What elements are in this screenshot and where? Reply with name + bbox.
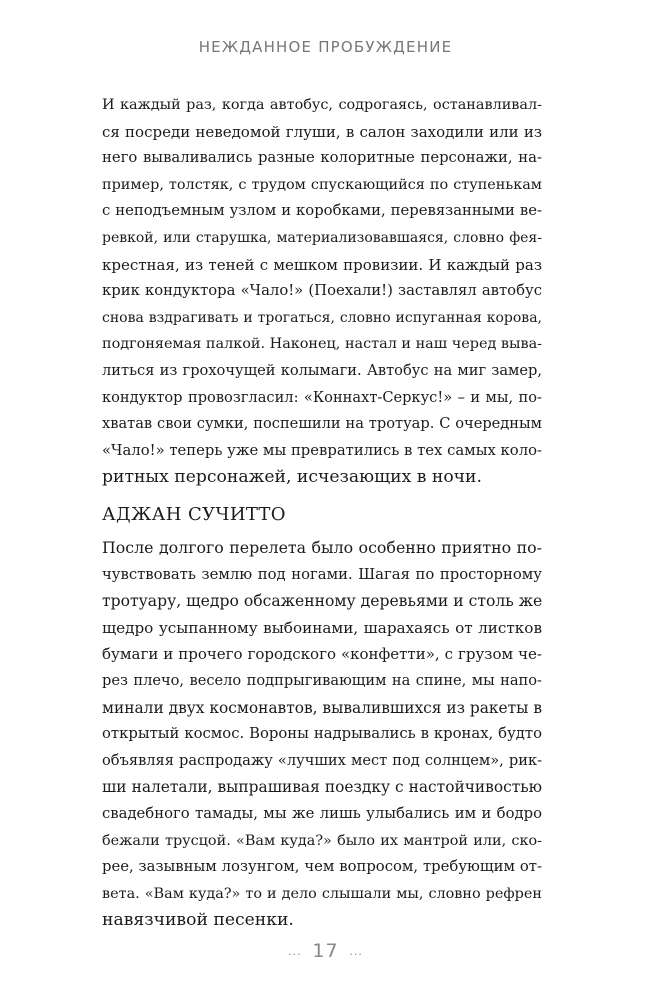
- page-number: 17: [312, 940, 339, 962]
- text-line: чувствовать землю под ногами. Шагая по просторному: [102, 565, 542, 583]
- text-line: «Чало!» теперь уже мы превратились в тех самых коло-: [102, 441, 542, 459]
- text-line: тротуару, щедро обсаженному деревьями и столь же: [102, 592, 543, 611]
- paragraph-2: [102, 535, 542, 934]
- running-header: НЕЖДАННОЕ ПРОБУЖДЕНИЕ: [198, 38, 453, 56]
- text-line: ся посреди неведомой глуши, в салон заходили или из: [102, 122, 542, 141]
- text-line: ши налетали, выпрашивая поездку с настойчивостью: [102, 778, 542, 797]
- text-line: рее, зазывным лозунгом, чем вопросом, требующим от-: [102, 858, 542, 876]
- text-line: минали двух космонавтов, вывалившихся из ракеты в: [102, 698, 542, 717]
- text-line: И каждый раз, когда автобус, содрогаясь, останавливал-: [102, 97, 542, 113]
- text-line: литься из грохочущей колымаги. Автобус на миг замер,: [102, 361, 542, 379]
- text-line: пример, толстяк, с трудом спускающийся по ступенькам: [102, 176, 542, 193]
- text-line: ревкой, или старушка, материализовавшаяся, словно фея-: [102, 229, 542, 246]
- text-line: подгоняемая палкой. Наконец, настал и наш черед выва-: [102, 336, 543, 353]
- text-line: снова вздрагивать и трогаться, словно испуганная корова,: [102, 309, 542, 326]
- text-line: открытый космос. Вороны надрывались в кронах, будто: [102, 725, 542, 743]
- text-line: объявляя распродажу «лучших мест под солнцем», рик-: [102, 751, 542, 769]
- text-line: После долгого перелета было особенно приятно по-: [102, 538, 542, 557]
- text-line: него вываливались разные колоритные персонажи, на-: [102, 149, 542, 167]
- text-line: навязчивой песенки.: [102, 910, 294, 931]
- text-line: кондуктор провозгласил: «Коннахт-Серкус!» – и мы, по-: [102, 388, 542, 406]
- page-folio: [0, 940, 651, 962]
- text-line: хватав свои сумки, поспешили на тротуар. С очередным: [102, 415, 542, 433]
- text-line: вета. «Вам куда?» то и дело слышали мы, словно рефрен: [102, 885, 542, 902]
- text-line: свадебного тамады, мы же лишь улыбались им и бодро: [102, 804, 542, 822]
- text-line: с неподъемным узлом и коробками, перевязанными ве-: [102, 202, 542, 220]
- text-line: бежали трусцой. «Вам куда?» было их мантрой или, ско-: [102, 832, 542, 849]
- text-line: ритных персонажей, исчезающих в ночи.: [102, 467, 482, 488]
- text-line: щедро усыпанному выбоинами, шарахаясь от листков: [102, 618, 542, 637]
- text-line: крик кондуктора «Чало!» (Поехали!) заставлял автобус: [102, 282, 542, 300]
- section-author-heading: АДЖАН СУЧИТТО: [102, 504, 286, 525]
- paragraph-1: [102, 92, 542, 491]
- text-line: рез плечо, весело подпрыгивающим на спине, мы напо-: [102, 671, 542, 689]
- text-line: бумаги и прочего городского «конфетти», с грузом че-: [102, 645, 542, 664]
- text-line: крестная, из теней с мешком провизии. И каждый раз: [102, 255, 542, 274]
- folio-dots-right: ...: [349, 945, 363, 958]
- folio-dots-left: ...: [288, 945, 302, 958]
